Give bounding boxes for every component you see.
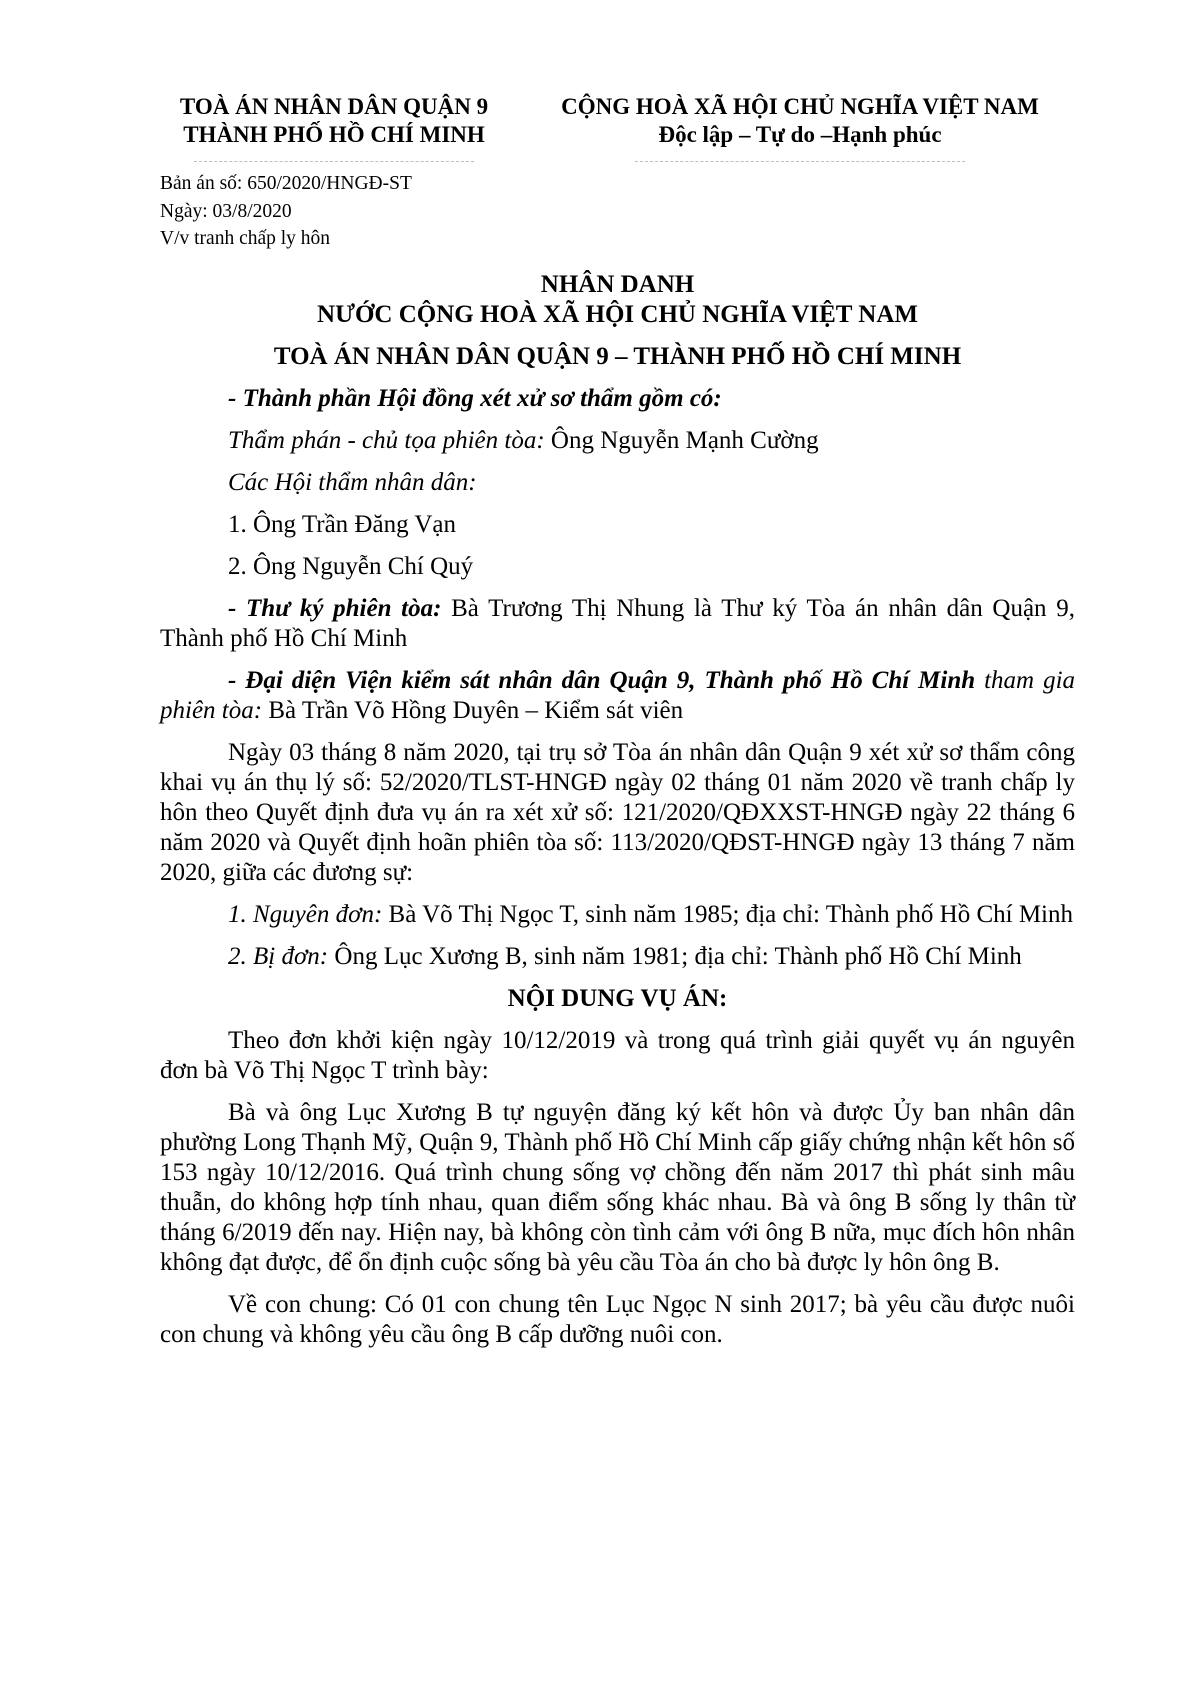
assessor-item: 1. Ông Trần Đăng Vạn: [228, 511, 457, 538]
judge-name: Ông Nguyễn Mạnh Cường: [544, 427, 819, 454]
procuracy-line: [160, 666, 1075, 726]
content-paragraph: Về con chung: Có 01 con chung tên Lục Ngọc N sinh 2017; bà yêu cầu được nuôi con chung và không yêu cầu ông B cấp dưỡng nuôi con.: [160, 1291, 1075, 1348]
court-city: THÀNH PHỐ HỒ CHÍ MINH: [183, 122, 485, 147]
panel-heading: - Thành phần Hội đồng xét xử sơ thẩm gồm có:: [228, 385, 722, 412]
defendant-text: Ông Lục Xương B, sinh năm 1981; địa chỉ: Thành phố Hồ Chí Minh: [328, 943, 1022, 970]
case-number: Bản án số: 650/2020/HNGĐ-ST: [160, 173, 412, 194]
assessors-label: Các Hội thẩm nhân dân:: [228, 469, 477, 496]
case-subject: V/v tranh chấp ly hôn: [160, 228, 331, 249]
court-header: [150, 93, 518, 162]
title-in-the-name: NHÂN DANH: [540, 271, 695, 298]
title-republic: NƯỚC CỘNG HOÀ XÃ HỘI CHỦ NGHĨA VIỆT NAM: [317, 301, 918, 328]
national-header: [520, 93, 1080, 162]
document-body: [160, 270, 1075, 1350]
party-plaintiff: [160, 900, 1075, 930]
content-paragraph: Bà và ông Lục Xương B tự nguyện đăng ký kết hôn và được Ủy ban nhân dân phường Long Thạnh Mỹ, Quận 9, Thành phố Hồ Chí Minh cấp giấy chứng nhận kết hôn số 153 ngày 10/12/2016. Quá trình chung sống vợ chồng đến năm 2017 thì phát sinh mâu thuẫn, do không hợp tính nhau, quan điểm sống khác nhau. Bà và ông B sống ly thân từ tháng 6/2019 đến nay. Hiện nay, bà không còn tình cảm với ông B nữa, mục đích hôn nhân không đạt được, để ổn định cuộc sống bà yêu cầu Tòa án cho bà được ly hôn ông B.: [160, 1099, 1075, 1276]
judge-label: Thẩm phán - chủ tọa phiên tòa:: [228, 427, 545, 454]
title-court: TOÀ ÁN NHÂN DÂN QUẬN 9 – THÀNH PHỐ HỒ CHÍ MINH: [273, 343, 962, 370]
court-header-divider: [194, 161, 474, 162]
content-heading: NỘI DUNG VỤ ÁN:: [507, 985, 728, 1012]
court-name: TOÀ ÁN NHÂN DÂN QUẬN 9: [179, 94, 489, 119]
plaintiff-text: Bà Võ Thị Ngọc T, sinh năm 1985; địa chỉ: Thành phố Hồ Chí Minh: [382, 901, 1074, 928]
procuracy-sub-label: tham gia phiên tòa:: [160, 667, 1076, 724]
procuracy-label: - Đại diện Viện kiểm sát nhân dân Quận 9, Thành phố Hồ Chí Minh: [228, 667, 976, 694]
procuracy-text: Bà Trần Võ Hồng Duyên – Kiểm sát viên: [262, 697, 684, 724]
clerk-line: [160, 594, 1075, 654]
clerk-text: Bà Trương Thị Nhung là Thư ký Tòa án nhân dân Quận 9, Thành phố Hồ Chí Minh: [160, 595, 1075, 652]
case-meta: [160, 170, 412, 253]
hearing-paragraph: Ngày 03 tháng 8 năm 2020, tại trụ sở Tòa án nhân dân Quận 9 xét xử sơ thẩm công khai vụ án thụ lý số: 52/2020/TLST-HNGĐ ngày 02 tháng 01 năm 2020 về tranh chấp ly hôn theo Quyết định đưa vụ án ra xét xử số: 121/2020/QĐXXST-HNGĐ ngày 22 tháng 6 năm 2020 và Quyết định hoãn phiên tòa số: 113/2020/QĐST-HNGĐ ngày 13 tháng 7 năm 2020, giữa các đương sự:: [160, 739, 1075, 886]
judge-line: [160, 426, 1075, 456]
assessor-item: 2. Ông Nguyễn Chí Quý: [228, 553, 474, 580]
national-motto: Độc lập – Tự do –Hạnh phúc: [658, 122, 942, 147]
plaintiff-label: 1. Nguyên đơn:: [228, 901, 383, 928]
clerk-label: - Thư ký phiên tòa:: [228, 595, 442, 622]
case-date: Ngày: 03/8/2020: [160, 200, 292, 222]
content-paragraph: Theo đơn khởi kiện ngày 10/12/2019 và trong quá trình giải quyết vụ án nguyên đơn bà Võ Thị Ngọc T trình bày:: [160, 1027, 1075, 1084]
national-name: CỘNG HOÀ XÃ HỘI CHỦ NGHĨA VIỆT NAM: [561, 94, 1039, 119]
defendant-label: 2. Bị đơn:: [228, 943, 329, 970]
national-header-divider: [635, 161, 965, 162]
party-defendant: [160, 942, 1075, 972]
